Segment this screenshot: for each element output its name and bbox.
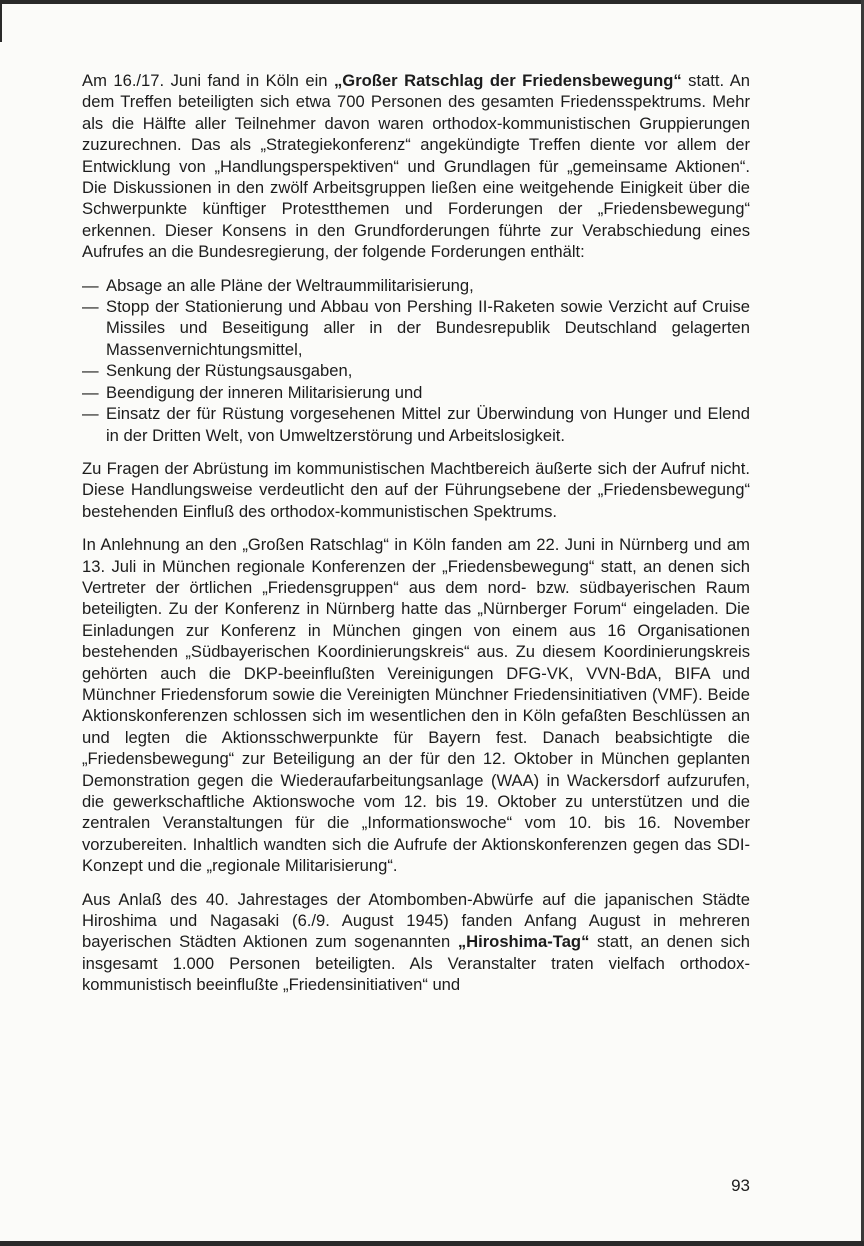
list-item <box>82 382 750 403</box>
dash-marker: — <box>82 361 99 381</box>
paragraph-text: statt, an denen sich insgesamt 1.000 Personen beteiligten. Als Veranstalter traten vielfach orthodox-kommunistisch beeinflußte „Friedensinitiativen“ und <box>82 932 750 995</box>
list-item-text: Absage an alle Pläne der Weltraummilitarisierung, <box>106 275 474 295</box>
list-item-text: Beendigung der inneren Militarisierung und <box>106 382 423 402</box>
paragraph-text: Am 16./17. Juni fand in Köln ein <box>82 71 334 90</box>
list-item <box>82 275 750 296</box>
dash-marker: — <box>82 404 99 424</box>
paragraph-disarmament: Zu Fragen der Abrüstung im kommunistischen Machtbereich äußerte sich der Aufruf nicht. Diese Handlungsweise verdeutlicht den auf der Führungsebene der „Friedensbewegung“ bestehenden Einfluß des orthodox-kommunistischen Spektrums. <box>82 458 750 521</box>
paragraph-text: Aus Anlaß des 40. Jahrestages der Atombomben-Abwürfe auf die japanischen Städte Hiroshima und Nagasaki (6./9. August 1945) fanden Anfang August in mehreren bayerischen Städten Aktionen zum sogenannten <box>82 889 750 952</box>
list-item-text: Einsatz der für Rüstung vorgesehenen Mittel zur Überwindung von Hunger und Elend in der Dritten Welt, von Umweltzerstörung und Arbeitslosigkeit. <box>106 404 750 445</box>
list-item <box>82 296 750 360</box>
scan-border-top <box>0 0 864 4</box>
paragraph-text: statt. An dem Treffen beteiligten sich etwa 700 Personen des gesamten Friedensspektrums. Mehr als die Hälfte aller Teilnehmer davon waren orthodox-kommunistischen Gruppierungen zuzurechnen. Das als „Strategiekonferenz“ angekündigte Treffen diente vor allem der Entwicklung von „Handlungsperspektiven“ und Grundlagen für „gemeinsame Aktionen“. Die Diskussionen in den zwölf Arbeitsgruppen ließen eine weitgehende Einigkeit über die Schwerpunkte künftiger Protestthemen und Forderungen der „Friedensbewegung“ erkennen. Dieser Konsens in den Grundforderungen führte zur Verabschiedung eines Aufrufes an die Bundesregierung, der folgende Forderungen enthält: <box>82 71 750 262</box>
list-item-text: Stopp der Stationierung und Abbau von Pershing II-Raketen sowie Verzicht auf Cruise Missiles und Beseitigung aller in der Bundesrepublik Deutschland gelagerten Massenvernichtungsmittel, <box>106 297 750 359</box>
dash-marker: — <box>82 275 99 295</box>
scan-border-left <box>0 0 2 42</box>
list-item <box>82 360 750 381</box>
demands-list <box>82 275 750 446</box>
document-page <box>82 70 750 1008</box>
dash-marker: — <box>82 382 99 402</box>
bold-term-hiroshima: „Hiroshima-Tag“ <box>457 932 590 952</box>
paragraph-hiroshima-day <box>82 889 750 996</box>
paragraph-cologne-ratschlag <box>82 70 750 263</box>
list-item <box>82 403 750 446</box>
paragraph-regional-conferences: In Anlehnung an den „Großen Ratschlag“ in Köln fanden am 22. Juni in Nürnberg und am 13. Juli in München regionale Konferenzen der „Friedensbewegung“ statt, an denen sich Vertreter der örtlichen „Friedensgruppen“ aus dem nord- bzw. südbayerischen Raum beteiligten. Zu der Konferenz in Nürnberg hatte das „Nürnberger Forum“ eingeladen. Die Einladungen zur Konferenz in München gingen von einem aus 16 Organisationen bestehenden „Südbayerischen Koordinierungskreis“ aus. Zu diesem Koordinierungskreis gehörten auch die DKP-beeinflußten Vereinigungen DFG-VK, VVN-BdA, BIFA und Münchner Friedensforum sowie die Vereinigten Münchner Friedensinitiativen (VMF). Beide Aktionskonferenzen schlossen sich im wesentlichen den in Köln gefaßten Beschlüssen an und legten die Aktionsschwerpunkte für Bayern fest. Danach beabsichtigte die „Friedensbewegung“ zur Beteiligung an der für den 12. Oktober in München geplanten Demonstration gegen die Wiederaufarbeitungsanlage (WAA) in Wackersdorf aufzurufen, die gewerkschaftliche Aktionswoche vom 12. bis 19. Oktober zu unterstützen und die zentralen Veranstaltungen für die „Informationswoche“ vom 10. bis 16. November vorzubereiten. Inhaltlich wandten sich die Aufrufe der Aktionskonferenzen gegen das SDI-Konzept und die „regionale Militarisierung“. <box>82 535 750 876</box>
dash-marker: — <box>82 297 99 317</box>
list-item-text: Senkung der Rüstungsausgaben, <box>106 361 353 381</box>
page-number: 93 <box>731 1176 750 1195</box>
scan-border-bottom <box>0 1241 864 1246</box>
bold-term-ratschlag: „Großer Ratschlag der Friedensbewegung“ <box>334 71 682 90</box>
